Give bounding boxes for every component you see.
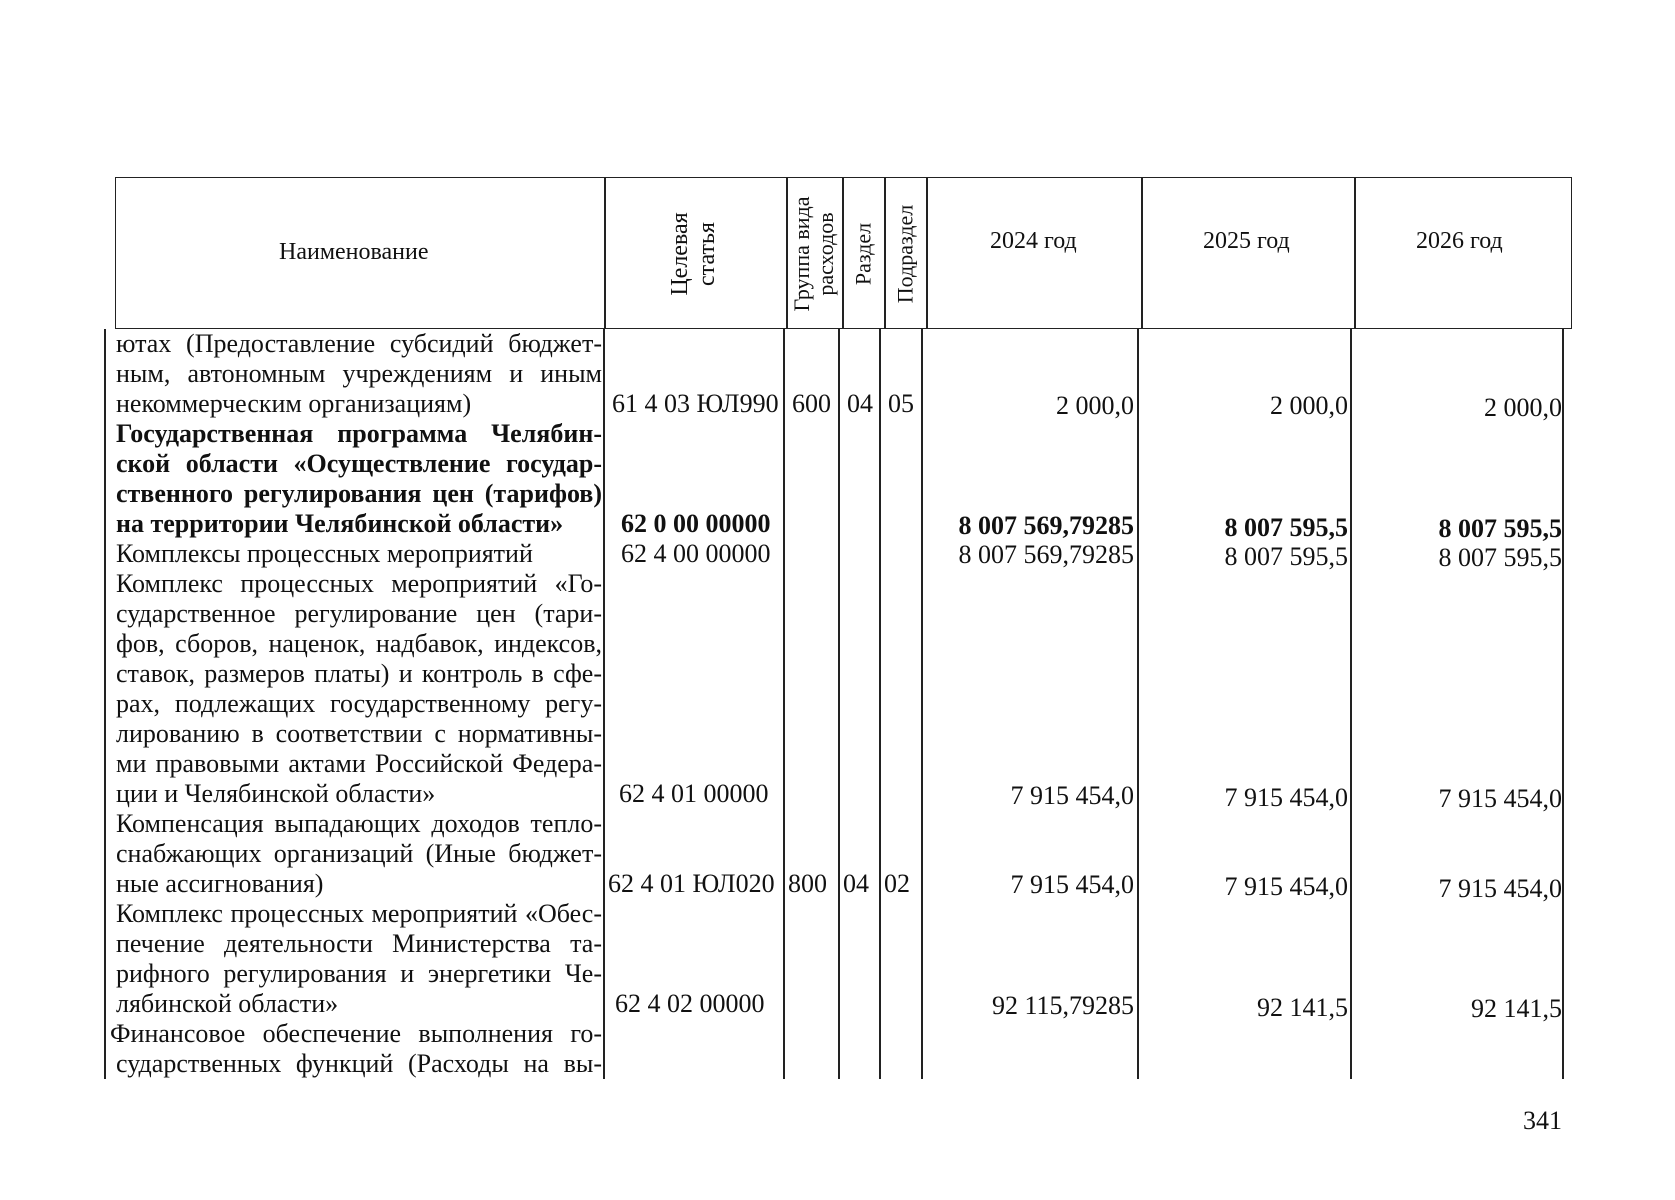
row-value-2024: 8 007 569,79285 xyxy=(958,540,1134,569)
body-column-line xyxy=(1562,329,1564,1079)
row-value-2024: 2 000,0 xyxy=(1056,391,1134,420)
row-section: 04 xyxy=(847,389,873,418)
body-column-line xyxy=(838,329,840,1079)
header-target-line1: Целевая xyxy=(667,212,693,296)
row-value-2025: 7 915 454,0 xyxy=(1224,783,1348,812)
row-name-line: ные ассигнования) xyxy=(116,869,324,898)
header-divider xyxy=(1354,178,1356,328)
row-name-line: ставок, размеров платы) и контроль в сфе- xyxy=(116,659,602,688)
row-name-line: ской области «Осуществление государ- xyxy=(116,449,602,478)
row-name-line: Государственная программа Челябин- xyxy=(116,419,602,448)
header-year-2025: 2025 год xyxy=(1203,228,1290,254)
body-column-line xyxy=(783,329,785,1079)
row-value-2025: 7 915 454,0 xyxy=(1224,872,1348,901)
row-value-2026: 7 915 454,0 xyxy=(1438,874,1562,903)
row-name-line: снабжающих организаций (Иные бюджет- xyxy=(116,839,602,868)
header-year-2024: 2024 год xyxy=(990,228,1077,254)
header-group-line2: расходов xyxy=(813,212,838,296)
row-name-line: ственного регулирования цен (тарифов) xyxy=(116,479,602,508)
row-name-line: сударственных функций (Расходы на вы- xyxy=(116,1049,602,1078)
row-target-code: 62 4 02 00000 xyxy=(615,989,765,1018)
row-name-line: Комплексы процессных мероприятий xyxy=(116,539,533,568)
header-group-line1: Группа вида xyxy=(789,196,814,312)
row-name-line: некоммерческим организациям) xyxy=(116,389,472,418)
body-column-line xyxy=(879,329,881,1079)
header-target-article xyxy=(667,212,721,295)
row-value-2026: 2 000,0 xyxy=(1484,393,1562,422)
row-name-line: ми правовыми актами Российской Федера- xyxy=(116,749,602,778)
row-target-code: 61 4 03 ЮЛ990 xyxy=(612,389,779,418)
row-name-line: Комплекс процессных мероприятий «Обес- xyxy=(116,899,602,928)
row-name-line: сударственное регулирование цен (тари- xyxy=(116,599,602,628)
row-value-2026: 92 141,5 xyxy=(1471,994,1562,1023)
row-name-line: Комплекс процессных мероприятий «Го- xyxy=(116,569,602,598)
row-expense-group: 800 xyxy=(788,869,827,898)
body-column-line xyxy=(1137,329,1139,1079)
row-value-2026: 7 915 454,0 xyxy=(1438,784,1562,813)
row-value-2024: 7 915 454,0 xyxy=(1010,781,1134,810)
row-name-line: лированию в соответствии с нормативны- xyxy=(116,719,602,748)
row-value-2025: 92 141,5 xyxy=(1257,993,1348,1022)
row-name-line: ции и Челябинской области» xyxy=(116,779,436,808)
row-value-2024: 8 007 569,79285 xyxy=(958,511,1134,540)
row-name-line: рах, подлежащих государственному регу- xyxy=(116,689,602,718)
header-divider xyxy=(884,178,886,328)
row-name-line: фов, сборов, наценок, надбавок, индексов, xyxy=(116,629,602,658)
header-divider xyxy=(604,178,606,328)
row-value-2025: 8 007 595,5 xyxy=(1224,542,1348,571)
row-value-2024: 7 915 454,0 xyxy=(1010,870,1134,899)
row-value-2025: 2 000,0 xyxy=(1270,391,1348,420)
table-header xyxy=(115,177,1572,329)
body-column-line xyxy=(1350,329,1352,1079)
row-target-code: 62 0 00 00000 xyxy=(621,509,771,538)
row-name-line: ютах (Предоставление субсидий бюджет- xyxy=(116,329,602,358)
row-section: 04 xyxy=(843,869,869,898)
row-name-line: рифного регулирования и энергетики Че- xyxy=(116,959,602,988)
row-name-line: лябинской области» xyxy=(116,989,339,1018)
row-value-2026: 8 007 595,5 xyxy=(1438,514,1562,543)
body-column-line xyxy=(921,329,923,1079)
row-name-line: печение деятельности Министерства та- xyxy=(116,929,602,958)
row-value-2025: 8 007 595,5 xyxy=(1224,513,1348,542)
header-name: Наименование xyxy=(279,239,429,265)
header-divider xyxy=(786,178,788,328)
row-name-line: Компенсация выпадающих доходов тепло- xyxy=(116,809,602,838)
row-value-2026: 8 007 595,5 xyxy=(1438,543,1562,572)
row-expense-group: 600 xyxy=(792,389,831,418)
row-value-2024: 92 115,79285 xyxy=(991,991,1134,1020)
row-name-line: на территории Челябинской области» xyxy=(116,509,564,538)
row-subsection: 02 xyxy=(884,869,910,898)
header-subsection: Подраздел xyxy=(892,204,918,304)
body-left-border xyxy=(104,329,106,1079)
body-column-line xyxy=(603,329,605,1079)
header-expense-group xyxy=(790,197,838,312)
row-name-line: Финансовое обеспечение выполнения го- xyxy=(110,1019,602,1048)
header-year-2026: 2026 год xyxy=(1416,228,1503,254)
page-number: 341 xyxy=(1523,1106,1562,1135)
header-target-line2: статья xyxy=(694,222,720,286)
row-target-code: 62 4 01 00000 xyxy=(619,779,769,808)
header-divider xyxy=(1141,178,1143,328)
row-target-code: 62 4 00 00000 xyxy=(621,539,771,568)
header-divider xyxy=(842,178,844,328)
header-divider xyxy=(926,178,928,328)
row-target-code: 62 4 01 ЮЛ020 xyxy=(608,869,775,898)
row-subsection: 05 xyxy=(888,389,914,418)
row-name-line: ным, автономным учреждениям и иным xyxy=(116,359,602,388)
header-section: Раздел xyxy=(850,222,876,286)
